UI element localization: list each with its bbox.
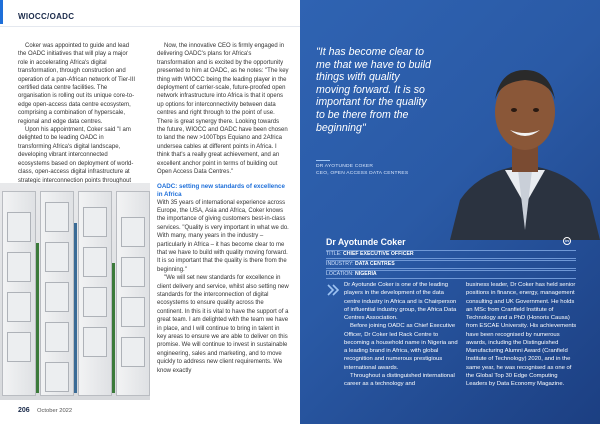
paragraph: "We will set new standards for excellence in client delivery and service, whilst also setting new standards for the interconnection of digital ecosystems to ensure quality across the continent. In this it is vital to have the support of a great team. I am delighted with the team we have in place, and I will continue to bring in talent in key areas to ensure we are able to deliver on this promise. We will continue to invest in sustainable engineering, sales and marketing, and to move quickly to address new client requirements. We know exactly bbox=[157, 275, 289, 374]
linkedin-icon[interactable]: in bbox=[563, 237, 571, 245]
bio-column-2 bbox=[466, 281, 578, 388]
bio-column-1 bbox=[344, 281, 458, 388]
paragraph: With 35 years of international experience across Europe, the USA, Asia and Africa, Coker knows the importance of giving customers best-in-class services. "Quality is very important in what we do. With many, many years in the industry – particularly in Africa – it has become clear to me that we have to build with quality moving forward. It is so important that the quality is there from the beginning." bbox=[157, 199, 289, 273]
profile-title-row bbox=[326, 250, 576, 259]
paragraph: Coker was appointed to guide and lead the OADC initiatives that will play a major role in accelerating Africa's digital transformation, through construction and operation of a pan-African network of Tier-III certified data centre facilities. The organisation is rolling out its unique core-to-edge open-access data centre ecosystem, comprising a combination of hyperscale, regional and edge data centres. bbox=[18, 43, 136, 125]
cable bbox=[36, 243, 39, 393]
bio-paragraph: business leader, Dr Coker has held senior positions in finance, energy, management consulting and UK Government. He holds an MSc from Cranfield Institute of Technology and a PhD (Honoris Causa) from ESCAE University. His achievements have been recognised by numerous awards, including the Distinguished Manufacturing Alumni Award (Cranfield Institute of Technology) 2020, and in the same year, he was recognised as one of the Global Top 30 Edge Computing Leaders by Data Economy Magazine. bbox=[466, 282, 577, 387]
data-centre-photo bbox=[0, 183, 150, 400]
server-rack bbox=[2, 191, 36, 396]
location-label: LOCATION: bbox=[326, 271, 354, 277]
profile-name: Dr Ayotunde Coker bbox=[326, 237, 406, 247]
server-rack bbox=[78, 191, 112, 396]
profile-industry-row bbox=[326, 260, 576, 269]
industry-value: DATA CENTRES bbox=[355, 261, 395, 267]
bio-paragraph: Dr Ayotunde Coker is one of the leading players in the development of the data centre industry in Africa and is Chairperson of influential industry group, the Africa Data Centres Association. bbox=[344, 282, 457, 321]
server-rack bbox=[116, 191, 150, 396]
cable bbox=[112, 263, 115, 393]
bio-paragraph: Throughout a distinguished international career as a technology and bbox=[344, 372, 455, 387]
section-header: WIOCC/OADC bbox=[18, 12, 75, 21]
text-column-1 bbox=[18, 42, 138, 202]
server-rack bbox=[40, 191, 74, 396]
paragraph: Upon his appointment, Coker said "I am delighted to be leading OADC in transforming Africa's digital landscape, developing vibrant interconnected ecosystems based on deployment of world-class, open-access digital infrastructure at strategic interconnection points throughout bbox=[18, 127, 134, 184]
portrait-photo bbox=[440, 30, 600, 240]
cable bbox=[74, 223, 77, 393]
subheading: OADC: setting new standards of excellence in Africa bbox=[157, 182, 285, 198]
title-value: CHIEF EXECUTIVE OFFICER bbox=[343, 251, 414, 257]
quote-attribution-role: CEO, OPEN ACCESS DATA CENTRES bbox=[316, 171, 409, 176]
profile-location-row bbox=[326, 270, 576, 279]
header-divider bbox=[0, 26, 300, 27]
industry-label: INDUSTRY: bbox=[326, 261, 354, 267]
header-accent-bar bbox=[0, 0, 3, 24]
paragraph: Now, the innovative CEO is firmly engaged in delivering OADC's plans for Africa's transformation and is excited by the opportunity presented to him at OADC, as he notes: "The key thing with WIOCC being the leading player in the deployment of carrier-scale, future-proofed open network infrastructure into Africa is that it opens up options for interconnectivity between data centres and right through to the point of use. There is great synergy there. Looking towards the future, WIOCC and OADC have been chosen to land the new >100Tbps Equiano and 2Africa undersea cables at different points in Africa. I think that's a really great achievement, and an excellent anchor point in terms of building out Open Access Data Centres." bbox=[157, 43, 289, 176]
title-label: TITLE: bbox=[326, 251, 342, 257]
text-column-2 bbox=[157, 42, 289, 375]
quote-attribution-name: DR AYOTUNDE COKER bbox=[316, 164, 374, 169]
quote-divider bbox=[316, 160, 330, 161]
bio-paragraph: Before joining OADC as Chief Executive Officer, Dr Coker led Rack Centre to becoming a household name in Nigeria and a leading brand in Africa, with global recognition and numerous prestigious international awards. bbox=[344, 323, 458, 371]
pull-quote: "It has become clear to me that we have to build things with quality moving forward. It is so important for the quality to be there from the beginning" bbox=[316, 46, 431, 134]
location-value: NIGERIA bbox=[355, 271, 377, 277]
page-number: 206 bbox=[18, 407, 30, 414]
right-page bbox=[300, 0, 600, 424]
double-chevron-icon bbox=[326, 283, 340, 297]
issue-date: October 2022 bbox=[37, 408, 73, 414]
